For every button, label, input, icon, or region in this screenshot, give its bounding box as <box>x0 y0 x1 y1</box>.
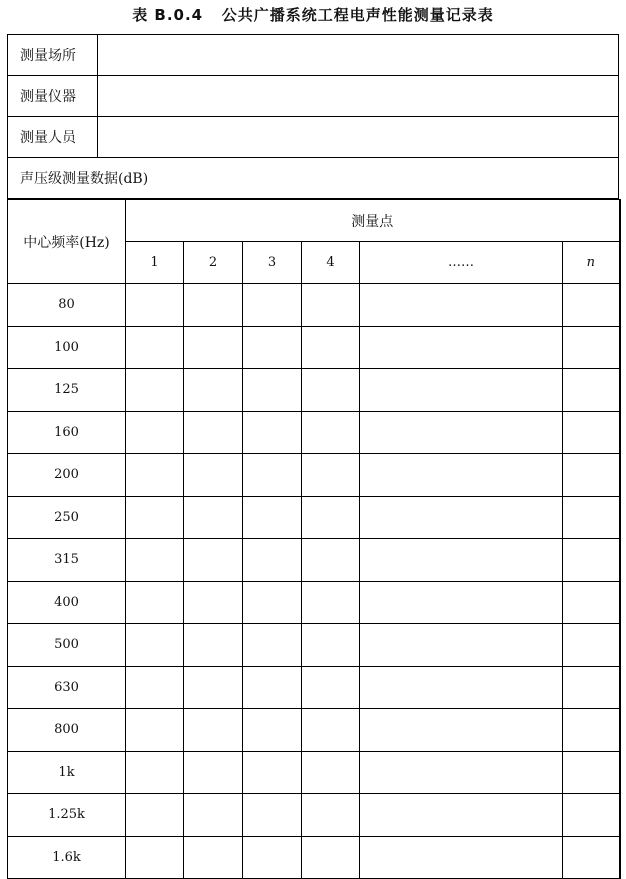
measurement-cell[interactable] <box>360 496 563 539</box>
info-table <box>7 34 619 199</box>
measurement-cell[interactable] <box>360 539 563 582</box>
measurement-cell[interactable] <box>243 369 302 412</box>
table-row <box>8 751 620 794</box>
measurement-cell[interactable] <box>360 454 563 497</box>
measurement-cell[interactable] <box>126 369 184 412</box>
frequency-cell: 125 <box>8 369 126 412</box>
measurement-cell[interactable] <box>184 624 243 667</box>
measurement-cell[interactable] <box>563 709 620 752</box>
measurement-cell[interactable] <box>563 624 620 667</box>
measurement-cell[interactable] <box>126 624 184 667</box>
measurement-cell[interactable] <box>243 539 302 582</box>
frequency-cell: 80 <box>8 284 126 327</box>
table-row <box>8 539 620 582</box>
measurement-cell[interactable] <box>243 284 302 327</box>
frequency-cell: 250 <box>8 496 126 539</box>
measurement-cell[interactable] <box>126 326 184 369</box>
measurement-cell[interactable] <box>243 709 302 752</box>
measurement-cell[interactable] <box>243 666 302 709</box>
measurement-cell[interactable] <box>563 496 620 539</box>
table-row <box>8 794 620 837</box>
measurement-cell[interactable] <box>302 496 360 539</box>
measurement-cell[interactable] <box>563 454 620 497</box>
table-row <box>8 581 620 624</box>
measurement-cell[interactable] <box>302 709 360 752</box>
measurement-cell[interactable] <box>243 751 302 794</box>
spl-data-table <box>7 199 621 879</box>
frequency-cell: 1.6k <box>8 836 126 879</box>
measurement-cell[interactable] <box>302 454 360 497</box>
table-row <box>8 369 620 412</box>
measurement-cell[interactable] <box>184 369 243 412</box>
measurement-cell[interactable] <box>126 836 184 879</box>
measurement-cell[interactable] <box>563 539 620 582</box>
measurement-cell[interactable] <box>243 326 302 369</box>
measurement-cell[interactable] <box>184 496 243 539</box>
measurement-cell[interactable] <box>302 751 360 794</box>
header-row-1 <box>8 200 620 242</box>
measurement-cell[interactable] <box>126 751 184 794</box>
freq-header: 中心频率(Hz) <box>8 200 126 284</box>
measurement-cell[interactable] <box>243 411 302 454</box>
measurement-cell[interactable] <box>184 709 243 752</box>
measurement-cell[interactable] <box>243 624 302 667</box>
measurement-cell[interactable] <box>126 411 184 454</box>
measurement-cell[interactable] <box>360 666 563 709</box>
measurement-cell[interactable] <box>360 836 563 879</box>
measurement-cell[interactable] <box>126 666 184 709</box>
spl-section-label: 声压级测量数据(dB) <box>8 158 619 199</box>
frequency-cell: 800 <box>8 709 126 752</box>
table-row <box>8 836 620 879</box>
measurement-cell[interactable] <box>184 454 243 497</box>
table-row <box>8 411 620 454</box>
measurement-cell[interactable] <box>302 411 360 454</box>
measurement-cell[interactable] <box>563 326 620 369</box>
frequency-cell: 1.25k <box>8 794 126 837</box>
measurement-cell[interactable] <box>563 666 620 709</box>
measurement-cell[interactable] <box>126 709 184 752</box>
personnel-label: 测量人员 <box>8 117 98 158</box>
frequency-cell: 500 <box>8 624 126 667</box>
site-label: 测量场所 <box>8 35 98 76</box>
table-row <box>8 666 620 709</box>
measurement-cell[interactable] <box>184 284 243 327</box>
measurement-cell[interactable] <box>563 581 620 624</box>
measurement-cell[interactable] <box>302 284 360 327</box>
measurement-cell[interactable] <box>302 666 360 709</box>
frequency-cell: 100 <box>8 326 126 369</box>
measurement-cell[interactable] <box>360 284 563 327</box>
measurement-cell[interactable] <box>184 581 243 624</box>
measurement-cell[interactable] <box>243 581 302 624</box>
point-col-header: n <box>563 242 620 284</box>
measurement-cell[interactable] <box>184 751 243 794</box>
measurement-cell[interactable] <box>126 284 184 327</box>
measurement-cell[interactable] <box>563 284 620 327</box>
measurement-cell[interactable] <box>302 539 360 582</box>
measurement-cell[interactable] <box>302 581 360 624</box>
measurement-cell[interactable] <box>184 326 243 369</box>
spl-section-row <box>8 158 619 199</box>
site-value-cell[interactable] <box>98 35 619 76</box>
frequency-cell: 315 <box>8 539 126 582</box>
measurement-cell[interactable] <box>243 794 302 837</box>
measurement-cell[interactable] <box>126 496 184 539</box>
personnel-row <box>8 117 619 158</box>
point-col-header: 1 <box>126 242 184 284</box>
frequency-cell: 630 <box>8 666 126 709</box>
instrument-value-cell[interactable] <box>98 76 619 117</box>
table-row <box>8 496 620 539</box>
measurement-cell[interactable] <box>243 454 302 497</box>
measurement-cell[interactable] <box>302 794 360 837</box>
measurement-cell[interactable] <box>184 539 243 582</box>
measurement-cell[interactable] <box>360 326 563 369</box>
page-title: 表 B.0.4 公共广播系统工程电声性能测量记录表 <box>132 6 494 24</box>
measurement-cell[interactable] <box>126 539 184 582</box>
measurement-cell[interactable] <box>360 581 563 624</box>
measurement-cell[interactable] <box>360 709 563 752</box>
measurement-cell[interactable] <box>184 836 243 879</box>
frequency-cell: 200 <box>8 454 126 497</box>
measurement-cell[interactable] <box>184 794 243 837</box>
table-row <box>8 624 620 667</box>
table-row <box>8 454 620 497</box>
table-row <box>8 326 620 369</box>
measurement-cell[interactable] <box>360 624 563 667</box>
measurement-cell[interactable] <box>360 369 563 412</box>
measurement-cell[interactable] <box>360 794 563 837</box>
frequency-cell: 1k <box>8 751 126 794</box>
points-header: 测量点 <box>126 200 620 242</box>
measurement-cell[interactable] <box>126 454 184 497</box>
measurement-cell[interactable] <box>360 411 563 454</box>
measurement-cell[interactable] <box>184 666 243 709</box>
point-col-header: 2 <box>184 242 243 284</box>
frequency-cell: 400 <box>8 581 126 624</box>
measurement-cell[interactable] <box>184 411 243 454</box>
frequency-cell: 160 <box>8 411 126 454</box>
measurement-cell[interactable] <box>302 369 360 412</box>
point-col-header: 4 <box>302 242 360 284</box>
table-row <box>8 709 620 752</box>
measurement-cell[interactable] <box>563 751 620 794</box>
measurement-cell[interactable] <box>302 624 360 667</box>
measurement-cell[interactable] <box>302 836 360 879</box>
measurement-cell[interactable] <box>126 581 184 624</box>
measurement-cell[interactable] <box>243 836 302 879</box>
measurement-cell[interactable] <box>563 794 620 837</box>
measurement-cell[interactable] <box>126 794 184 837</box>
table-row <box>8 284 620 327</box>
measurement-cell[interactable] <box>563 411 620 454</box>
instrument-row <box>8 76 619 117</box>
measurement-cell[interactable] <box>563 369 620 412</box>
measurement-cell[interactable] <box>360 751 563 794</box>
instrument-label: 测量仪器 <box>8 76 98 117</box>
measurement-cell[interactable] <box>302 326 360 369</box>
site-row <box>8 35 619 76</box>
measurement-cell[interactable] <box>563 836 620 879</box>
measurement-cell[interactable] <box>243 496 302 539</box>
point-col-header: 3 <box>243 242 302 284</box>
point-col-header: …… <box>360 242 563 284</box>
personnel-value-cell[interactable] <box>98 117 619 158</box>
